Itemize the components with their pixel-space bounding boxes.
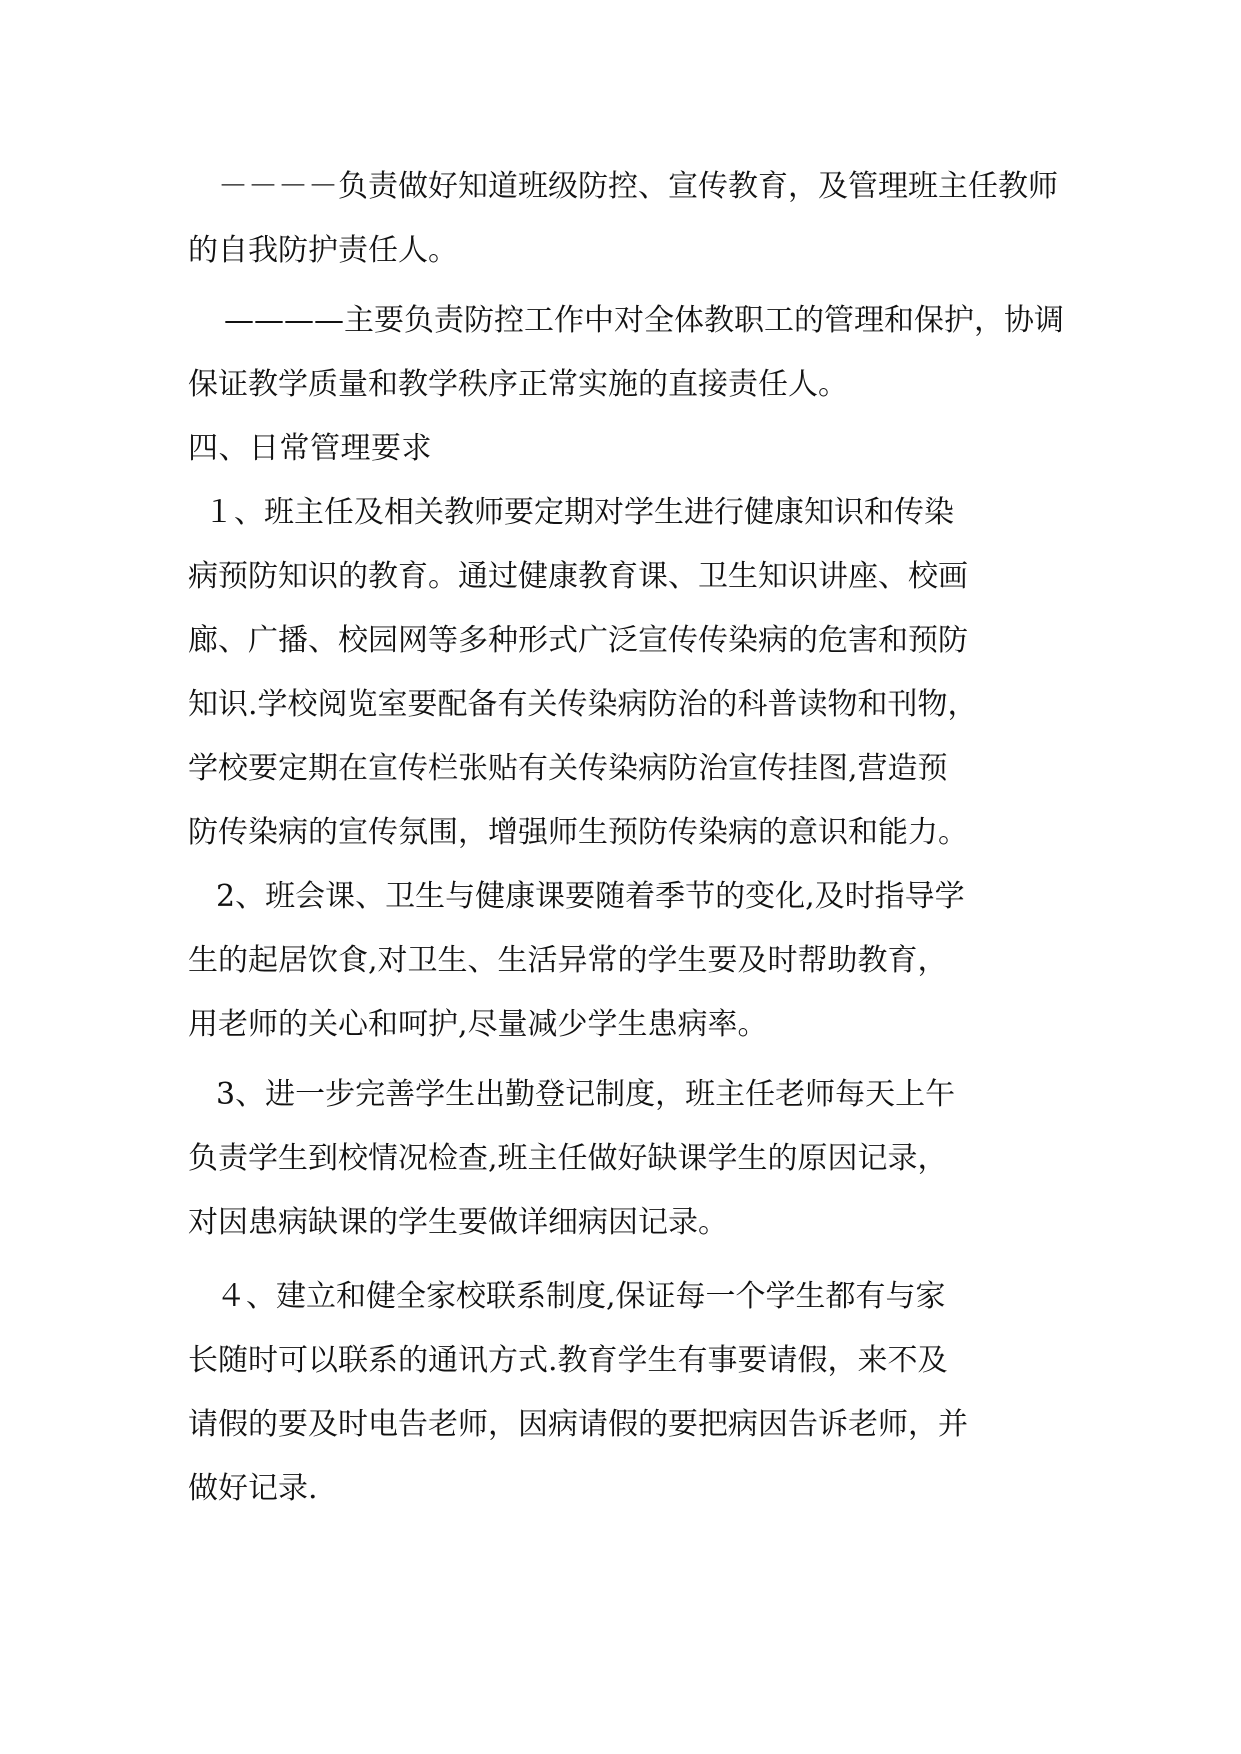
paragraph-line: 防传染病的宣传氛围，增强师生预防传染病的意识和能力。 bbox=[188, 815, 968, 850]
paragraph-line: ————主要负责防控工作中对全体教职工的管理和保护，协调 bbox=[224, 303, 1064, 338]
paragraph-line: 廊、广播、校园网等多种形式广泛宣传传染病的危害和预防 bbox=[188, 623, 968, 658]
paragraph-line: 用老师的关心和呵护,尽量减少学生患病率。 bbox=[188, 1007, 768, 1042]
paragraph-line: 请假的要及时电告老师，因病请假的要把病因告诉老师，并 bbox=[188, 1407, 968, 1442]
paragraph-line: 保证教学质量和教学秩序正常实施的直接责任人。 bbox=[188, 367, 848, 402]
section-heading: 四、日常管理要求 bbox=[188, 431, 432, 466]
paragraph-line: 3、进一步完善学生出勤登记制度，班主任老师每天上午 bbox=[216, 1077, 956, 1112]
paragraph-line: 长随时可以联系的通讯方式.教育学生有事要请假，来不及 bbox=[188, 1343, 948, 1378]
paragraph-line: 2、班会课、卫生与健康课要随着季节的变化,及时指导学 bbox=[216, 879, 965, 914]
paragraph-line: －－－－负责做好知道班级防控、宣传教育，及管理班主任教师 bbox=[218, 169, 1058, 204]
document-body bbox=[188, 155, 1068, 1521]
paragraph-line: １、班主任及相关教师要定期对学生进行健康知识和传染 bbox=[204, 495, 954, 530]
paragraph-line: 的自我防护责任人。 bbox=[188, 233, 458, 268]
paragraph-line: 学校要定期在宣传栏张贴有关传染病防治宣传挂图,营造预 bbox=[188, 751, 948, 786]
paragraph-line: 负责学生到校情况检查,班主任做好缺课学生的原因记录， bbox=[188, 1141, 948, 1176]
paragraph-line: 生的起居饮食,对卫生、生活异常的学生要及时帮助教育， bbox=[188, 943, 948, 978]
paragraph-line: 对因患病缺课的学生要做详细病因记录。 bbox=[188, 1205, 728, 1240]
paragraph-line: 知识.学校阅览室要配备有关传染病防治的科普读物和刊物， bbox=[188, 687, 978, 722]
paragraph-line: 病预防知识的教育。通过健康教育课、卫生知识讲座、校画 bbox=[188, 559, 968, 594]
paragraph-line: 做好记录. bbox=[188, 1471, 318, 1506]
paragraph-line: ４、建立和健全家校联系制度,保证每一个学生都有与家 bbox=[216, 1279, 946, 1314]
